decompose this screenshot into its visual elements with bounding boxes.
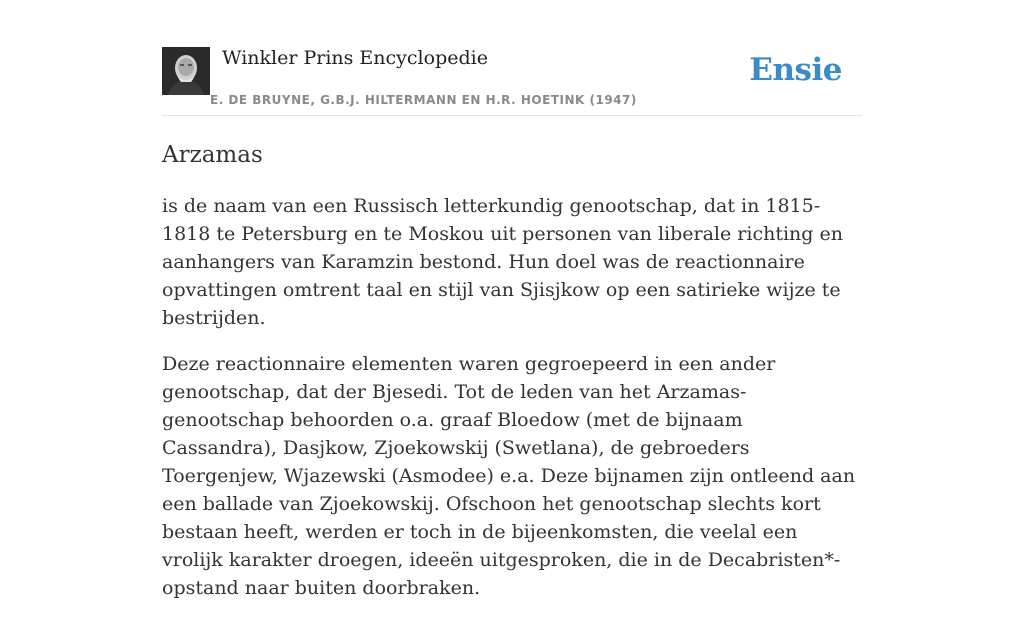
author-credits: E. DE BRUYNE, G.B.J. HILTERMANN EN H.R. HOETINK (1947) xyxy=(210,93,637,107)
paragraph-1: is de naam van een Russisch letterkundig genootschap, dat in 1815-1818 te Petersburg en te Moskou uit personen van liberale richting en aanhangers van Karamzin bestond. Hun doel was de reactionnaire opvattingen omtrent taal en stijl van Sjisjkow op een satirieke wijze te bestrijden. xyxy=(162,195,843,329)
paragraph-2: Deze reactionnaire elementen waren gegroepeerd in een ander genootschap, dat der Bjesedi. Tot de leden van het Arzamas-genootschap behoorden o.a. graaf Bloedow (met de bijnaam Cassandra), Dasjkow, Zjoekowskij (Swetlana), de gebroeders Toergenjew, Wjazewski (Asmodee) e.a. Deze bijnamen zijn ontleend aan een ballade van Zjoekowskij. Ofschoon het genootschap slechts kort bestaan heeft, werden er toch in de bijeenkomsten, die veelal een vrolijk karakter droegen, ideeën uitgesproken, die in de Decabristen*-opstand naar buiten doorbraken. xyxy=(162,353,856,599)
entry-body xyxy=(162,192,862,620)
author-avatar[interactable] xyxy=(162,47,210,95)
page-header xyxy=(162,40,862,116)
ensie-logo[interactable]: Ensie xyxy=(749,52,842,88)
encyclopedia-title[interactable]: Winkler Prins Encyclopedie xyxy=(222,47,488,69)
entry-title: Arzamas xyxy=(162,142,263,168)
portrait-icon xyxy=(162,47,210,95)
